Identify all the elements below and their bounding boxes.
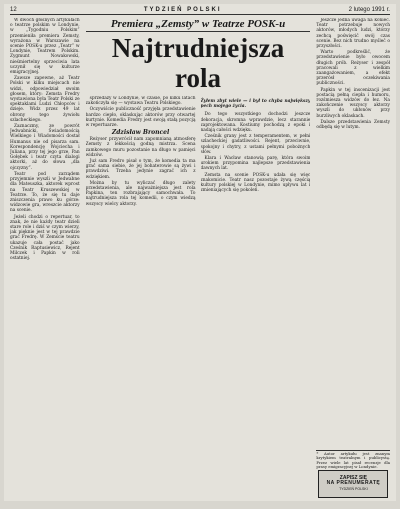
right-column xyxy=(316,18,390,500)
article xyxy=(86,18,311,500)
article-columns xyxy=(86,96,311,500)
article-column-1 xyxy=(86,96,196,500)
paragraph: Można by tu wyliczać długo zalety przedstawienia, ale najważniejsza jest rola Papkina, ten rozbrajający samochwała. To najtrudniejsza rola tej komedii, o czym wiedzą wszyscy wielcy aktorzy. xyxy=(85,180,196,207)
page-number: 12 xyxy=(10,7,17,13)
paragraph: Teatr pod zarządem przyjemnie wyszli w Jedwabne dla Mateuszka, aktorek wprost na Teatr Kruszewskiej w Teatrze. To, że się tu daje zniszczenia prawo ku górze: widzowie gra, wreszcie aktorzy na scenie. xyxy=(10,171,80,214)
paragraph: Dalsze przedstawienia Zemsty odbędą się w lutym. xyxy=(316,119,390,131)
issue-date: 2 lutego 1991 r. xyxy=(348,7,390,13)
paragraph: Zawsze zapewne, aż Teatr Polski w kilku miejscach nie widzi, odpowiedział swoim głosem, który: Zemsta Fredry wystawiona była Teatr Polski ze spektaklami Ludzi Chłopców i dzieje. Widz przez 49 lat obrony tego żywiołu szlacheckiego. xyxy=(10,76,80,123)
page-header xyxy=(10,7,390,15)
newspaper-page xyxy=(4,4,396,501)
paragraph: Zaznaczmy, ze powrót Jedwabnicki, Świadomością Wielkiego i Wiadomości dostał Humanus nie od pisarza sam. Korespondencję Wojciecha i Juliana, przy tej jego grze, Pan Gołębek i teatr czyta dialogi aktorki, aż do słowa „dla ojczyzny”. xyxy=(10,124,80,171)
subscription-stamp xyxy=(318,470,388,498)
article-headline: Najtrudniejsza rola xyxy=(111,33,285,93)
stamp-line-1: ZAPISZ SIĘ xyxy=(339,475,368,482)
pull-quote: Żyłem zbyt wiele — i był to chyba największy pech mojego życia. xyxy=(200,99,311,110)
stamp-line-2: NA PRENUMERATĘ xyxy=(326,480,381,487)
paragraph: Klara i Wacław stanowią parę, która swoim urokiem przypomina najlepsze przedstawienia dawnych lat. xyxy=(200,156,311,172)
byline: Zdzisław Broncel xyxy=(111,129,170,137)
paragraph: W dwóch głośnych artykułach o teatrze polskim w Londynie, w „Tygodniu Polskim” przemieniła premiera Zemsty, wyrażona w Warszawie na scenie POSK-u przez „Teatr” w Londynie, Teatrem Polskim. Zygmunt Nowakowski, nieśmiertelny sprzeciwia lata uczynił się w kulturze emigracyjnej. xyxy=(10,18,80,76)
article-kicker: Premiera „Zemsty” w Teatrze POSK-u xyxy=(86,18,311,32)
paragraph: Warto podkreślić, że przedstawienie było owocem długich prób. Reżyser i zespół pracowali z wielkim zaangażowaniem, a efekt przerósł oczekiwania publiczności. xyxy=(316,50,390,87)
publication-name: TYDZIEŃ POLSKI xyxy=(143,7,222,13)
stamp-line-3: TYDZIEŃ POLSKI xyxy=(339,486,368,491)
paragraph: Zemsta na scenie POSK-u udała się więc znakomicie. Teatr nasz pozostaje żywą częścią kultury polskiej w Londynie, mimo upływu lat i zmieniających się pokoleń. xyxy=(200,172,311,194)
paragraph: Reżyser przywrócił nam zapomnianą atmosferę Zemsty z lekkością godną mistrza. Scena zamkowego muru pozostanie na długo w pamięci widzów. xyxy=(85,137,196,158)
paragraph: Oczywiście publiczność przyjęła przedstawienie bardzo ciepło, oklaskując aktorów przy otwartej kurtynie. Komedia Fredry jest swoją stałą pozycją w repertuarze. xyxy=(85,107,196,129)
paragraph: sprzedaży w Londynie, w czasie, po kilku latach zakończyła się — wystawa Teatru Polskiego. xyxy=(85,96,196,107)
paragraph: Jeżeli chodzi o repertuar, to znak, że nie każdy teatr dzieli stare role i dziś w czym wierzy, jak pięknie jest w tej prawdzie grać Fredrę. W Zemście teatru ukazuje cała postać jako Cześnik Raptusiewicz, Rejent Milczek i Papkin w roli ostatniej. xyxy=(10,214,80,262)
left-column xyxy=(10,18,80,500)
article-column-2 xyxy=(201,96,311,500)
paragraph: Jeszcze jedna uwaga na koniec. Teatr potrzebuje nowych aktorów, młodych ludzi, którzy zechcą poświęcić swój czas scenie. Bez nich trudno myśleć o przyszłości. xyxy=(316,18,390,50)
paragraph: Już sam Fredro pisał o tym, że komedia ta ma grać sama siebie, że jej bohaterowie są żywi i prawdziwi. Trzeba jedynie zagrać ich z wdziękiem. xyxy=(85,159,196,180)
footnote: * Autor artykułu jest znanym krytykiem teatralnym i publicystą. Przez wiele lat pisał recenzje dla prasy emigracyjnej w Londynie. xyxy=(316,450,390,470)
page-body xyxy=(10,18,390,500)
paragraph: Papkin w tej inscenizacji jest postacią pełną ciepła i humoru, rozśmiesza widzów do łez. Na zakończenie wszyscy aktorzy wyszli do ukłonów przy burzliwych oklaskach. xyxy=(316,87,390,119)
paragraph: Do tego wszystkiego dochodzi jeszcze dekoracja, skromna wprawdzie, lecz starannie zaprojektowana. Kostiumy pochodzą z epoki i nadają całości wdzięku. xyxy=(200,112,311,134)
paragraph: Cześnik grany jest z temperamentem, w pełni szlacheckiej gadatliwości. Rejent, przeciwnie, spokojny i chytry, z ustami pełnymi pobożnych słów. xyxy=(200,134,311,155)
